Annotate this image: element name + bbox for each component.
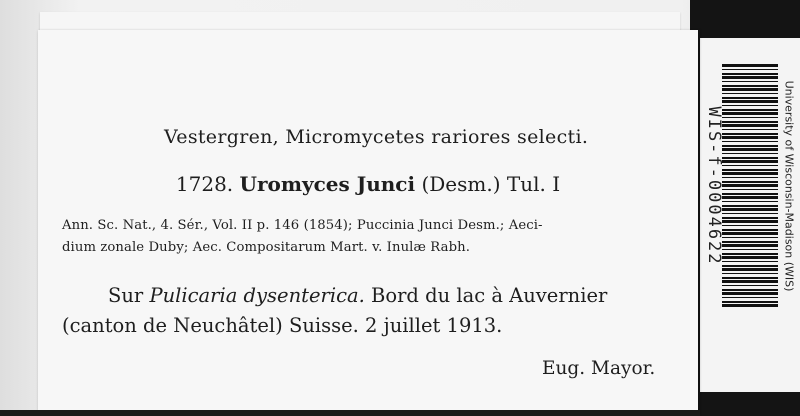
- locality-line-1-rest: Bord du lac à Auvernier: [371, 284, 608, 307]
- specimen-number: 1728.: [175, 172, 234, 196]
- host-name: Pulicaria dysenterica.: [149, 284, 365, 307]
- institution-text: University of Wisconsin-Madison (WIS): [782, 80, 796, 292]
- collector: Eug. Mayor.: [542, 358, 656, 379]
- series-title: Vestergren, Micromycetes rariores selecti.: [164, 126, 589, 148]
- locality-line-2: (canton de Neuchâtel) Suisse. 2 juillet 1913.: [62, 314, 503, 337]
- taxon-authority: (Desm.) Tul. I: [421, 172, 561, 196]
- locality-line-1: [108, 284, 607, 307]
- taxon-name: Uromyces Junci: [239, 172, 416, 196]
- specimen-label: [38, 30, 698, 414]
- locality-prefix: Sur: [108, 284, 144, 307]
- top-paper-strip: [40, 12, 680, 31]
- bottom-edge: [0, 410, 700, 416]
- barcode-bars: [722, 64, 778, 308]
- barcode-id-text: WIS-f-0004622: [704, 106, 724, 266]
- taxon-title: [74, 172, 662, 196]
- reference-line-1: Ann. Sc. Nat., 4. Sér., Vol. II p. 146 (1854); Puccinia Junci Desm.; Aeci-: [62, 218, 543, 233]
- reference-line-2: dium zonale Duby; Aec. Compositarum Mart. v. Inulæ Rabh.: [62, 240, 470, 255]
